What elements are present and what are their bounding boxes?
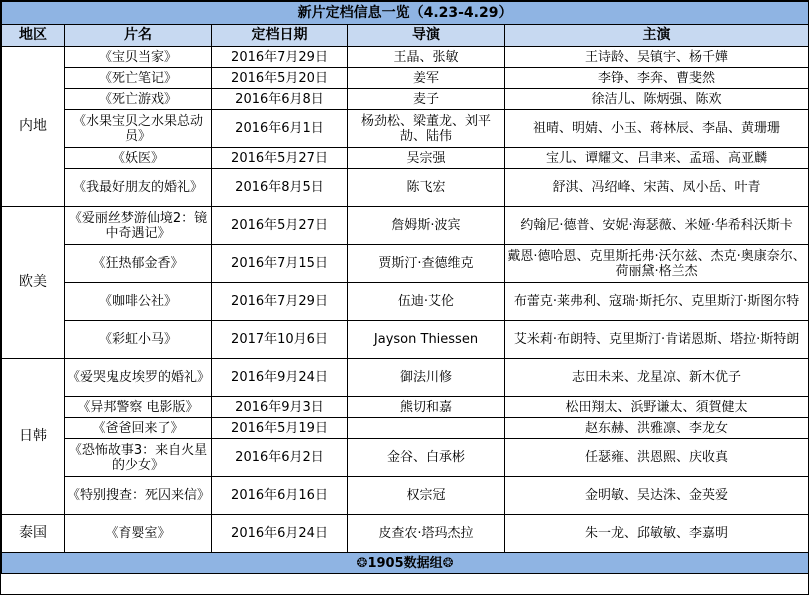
cast-cell: 祖晴、明婧、小玉、蒋林辰、李晶、黄珊珊 [505,110,809,148]
cast-cell: 李铮、李奔、曹斐然 [505,68,809,89]
date-cell: 2017年10月6日 [212,321,348,359]
region-cell: 日韩 [2,359,65,515]
director-cell: 熊切和嘉 [348,397,505,418]
director-cell: 贾斯汀·查德维克 [348,245,505,283]
cast-cell: 王诗龄、吴镇宇、杨千嬅 [505,47,809,68]
header-film: 片名 [65,25,212,47]
region-cell: 内地 [2,47,65,207]
director-cell: 杨劲松、梁董龙、刘平劼、陆伟 [348,110,505,148]
header-cast: 主演 [505,25,809,47]
cast-cell: 宝儿、谭耀文、吕聿来、孟瑶、高亚麟 [505,148,809,169]
film-cell: 《水果宝贝之水果总动员》 [65,110,212,148]
director-cell: 皮查农·塔玛杰拉 [348,515,505,553]
film-cell: 《爱哭鬼皮埃罗的婚礼》 [65,359,212,397]
date-cell: 2016年9月24日 [212,359,348,397]
film-cell: 《恐怖故事3：来自火星的少女》 [65,439,212,477]
director-cell: 御法川修 [348,359,505,397]
film-cell: 《特别搜查：死囚来信》 [65,477,212,515]
film-cell: 《咖啡公社》 [65,283,212,321]
director-cell: 伍迪·艾伦 [348,283,505,321]
header-row [2,25,809,47]
cast-cell: 徐洁儿、陈炳强、陈欢 [505,89,809,110]
date-cell: 2016年8月5日 [212,169,348,207]
table-row [2,89,809,110]
table-row [2,68,809,89]
director-cell: 吴宗强 [348,148,505,169]
cast-cell: 志田未来、龙星凉、新木优子 [505,359,809,397]
header-region: 地区 [2,25,65,47]
director-cell: 权宗冠 [348,477,505,515]
table-row [2,110,809,148]
table-row [2,477,809,515]
table-row [2,359,809,397]
table-row [2,207,809,245]
cast-cell: 舒淇、冯绍峰、宋茜、凤小岳、叶青 [505,169,809,207]
date-cell: 2016年6月16日 [212,477,348,515]
table-row [2,283,809,321]
title-row [2,2,809,25]
table-body [2,47,809,553]
film-cell: 《我最好朋友的婚礼》 [65,169,212,207]
date-cell: 2016年7月15日 [212,245,348,283]
schedule-table [1,1,809,574]
director-cell: 詹姆斯·波宾 [348,207,505,245]
cast-cell: 松田翔太、浜野谦太、須賀健太 [505,397,809,418]
table-row [2,148,809,169]
date-cell: 2016年5月20日 [212,68,348,89]
director-cell: Jayson Thiessen [348,321,505,359]
region-cell: 欧美 [2,207,65,359]
cast-cell: 布蕾克·莱弗利、寇瑞·斯托尔、克里斯汀·斯图尔特 [505,283,809,321]
director-cell: 姜军 [348,68,505,89]
cast-cell: 赵东赫、洪雅凛、李龙女 [505,418,809,439]
director-cell: 金谷、白承彬 [348,439,505,477]
cast-cell: 约翰尼·德普、安妮·海瑟薇、米娅·华希科沃斯卡 [505,207,809,245]
date-cell: 2016年5月27日 [212,207,348,245]
cast-cell: 金明敏、吴达洙、金英爱 [505,477,809,515]
film-cell: 《育婴室》 [65,515,212,553]
region-cell: 泰国 [2,515,65,553]
table-row [2,245,809,283]
film-cell: 《爸爸回来了》 [65,418,212,439]
header-date: 定档日期 [212,25,348,47]
date-cell: 2016年9月3日 [212,397,348,418]
date-cell: 2016年6月1日 [212,110,348,148]
director-cell: 陈飞宏 [348,169,505,207]
footer-credit: ❂1905数据组❂ [2,553,809,574]
date-cell: 2016年7月29日 [212,47,348,68]
table-row [2,169,809,207]
film-cell: 《死亡笔记》 [65,68,212,89]
footer-row [2,553,809,574]
table-title: 新片定档信息一览（4.23-4.29） [2,2,809,25]
film-cell: 《彩虹小马》 [65,321,212,359]
table-row [2,397,809,418]
date-cell: 2016年5月27日 [212,148,348,169]
table-row [2,47,809,68]
cast-cell: 艾米莉·布朗特、克里斯汀·肯诺恩斯、塔拉·斯特朗 [505,321,809,359]
date-cell: 2016年6月24日 [212,515,348,553]
director-cell: 麦子 [348,89,505,110]
cast-cell: 朱一龙、邱敏敏、李嘉明 [505,515,809,553]
date-cell: 2016年6月2日 [212,439,348,477]
date-cell: 2016年7月29日 [212,283,348,321]
cast-cell: 戴恩·德哈恩、克里斯托弗·沃尔兹、杰克·奥康奈尔、荷丽黛·格兰杰 [505,245,809,283]
table-row [2,439,809,477]
table-row [2,418,809,439]
film-cell: 《死亡游戏》 [65,89,212,110]
table-row [2,321,809,359]
film-cell: 《异邦警察 电影版》 [65,397,212,418]
film-cell: 《妖医》 [65,148,212,169]
cast-cell: 任瑟雍、洪恩熙、庆收真 [505,439,809,477]
table-row [2,515,809,553]
film-cell: 《爱丽丝梦游仙境2：镜中奇遇记》 [65,207,212,245]
director-cell [348,418,505,439]
date-cell: 2016年6月8日 [212,89,348,110]
date-cell: 2016年5月19日 [212,418,348,439]
director-cell: 王晶、张敏 [348,47,505,68]
film-cell: 《宝贝当家》 [65,47,212,68]
header-director: 导演 [348,25,505,47]
film-cell: 《狂热郁金香》 [65,245,212,283]
